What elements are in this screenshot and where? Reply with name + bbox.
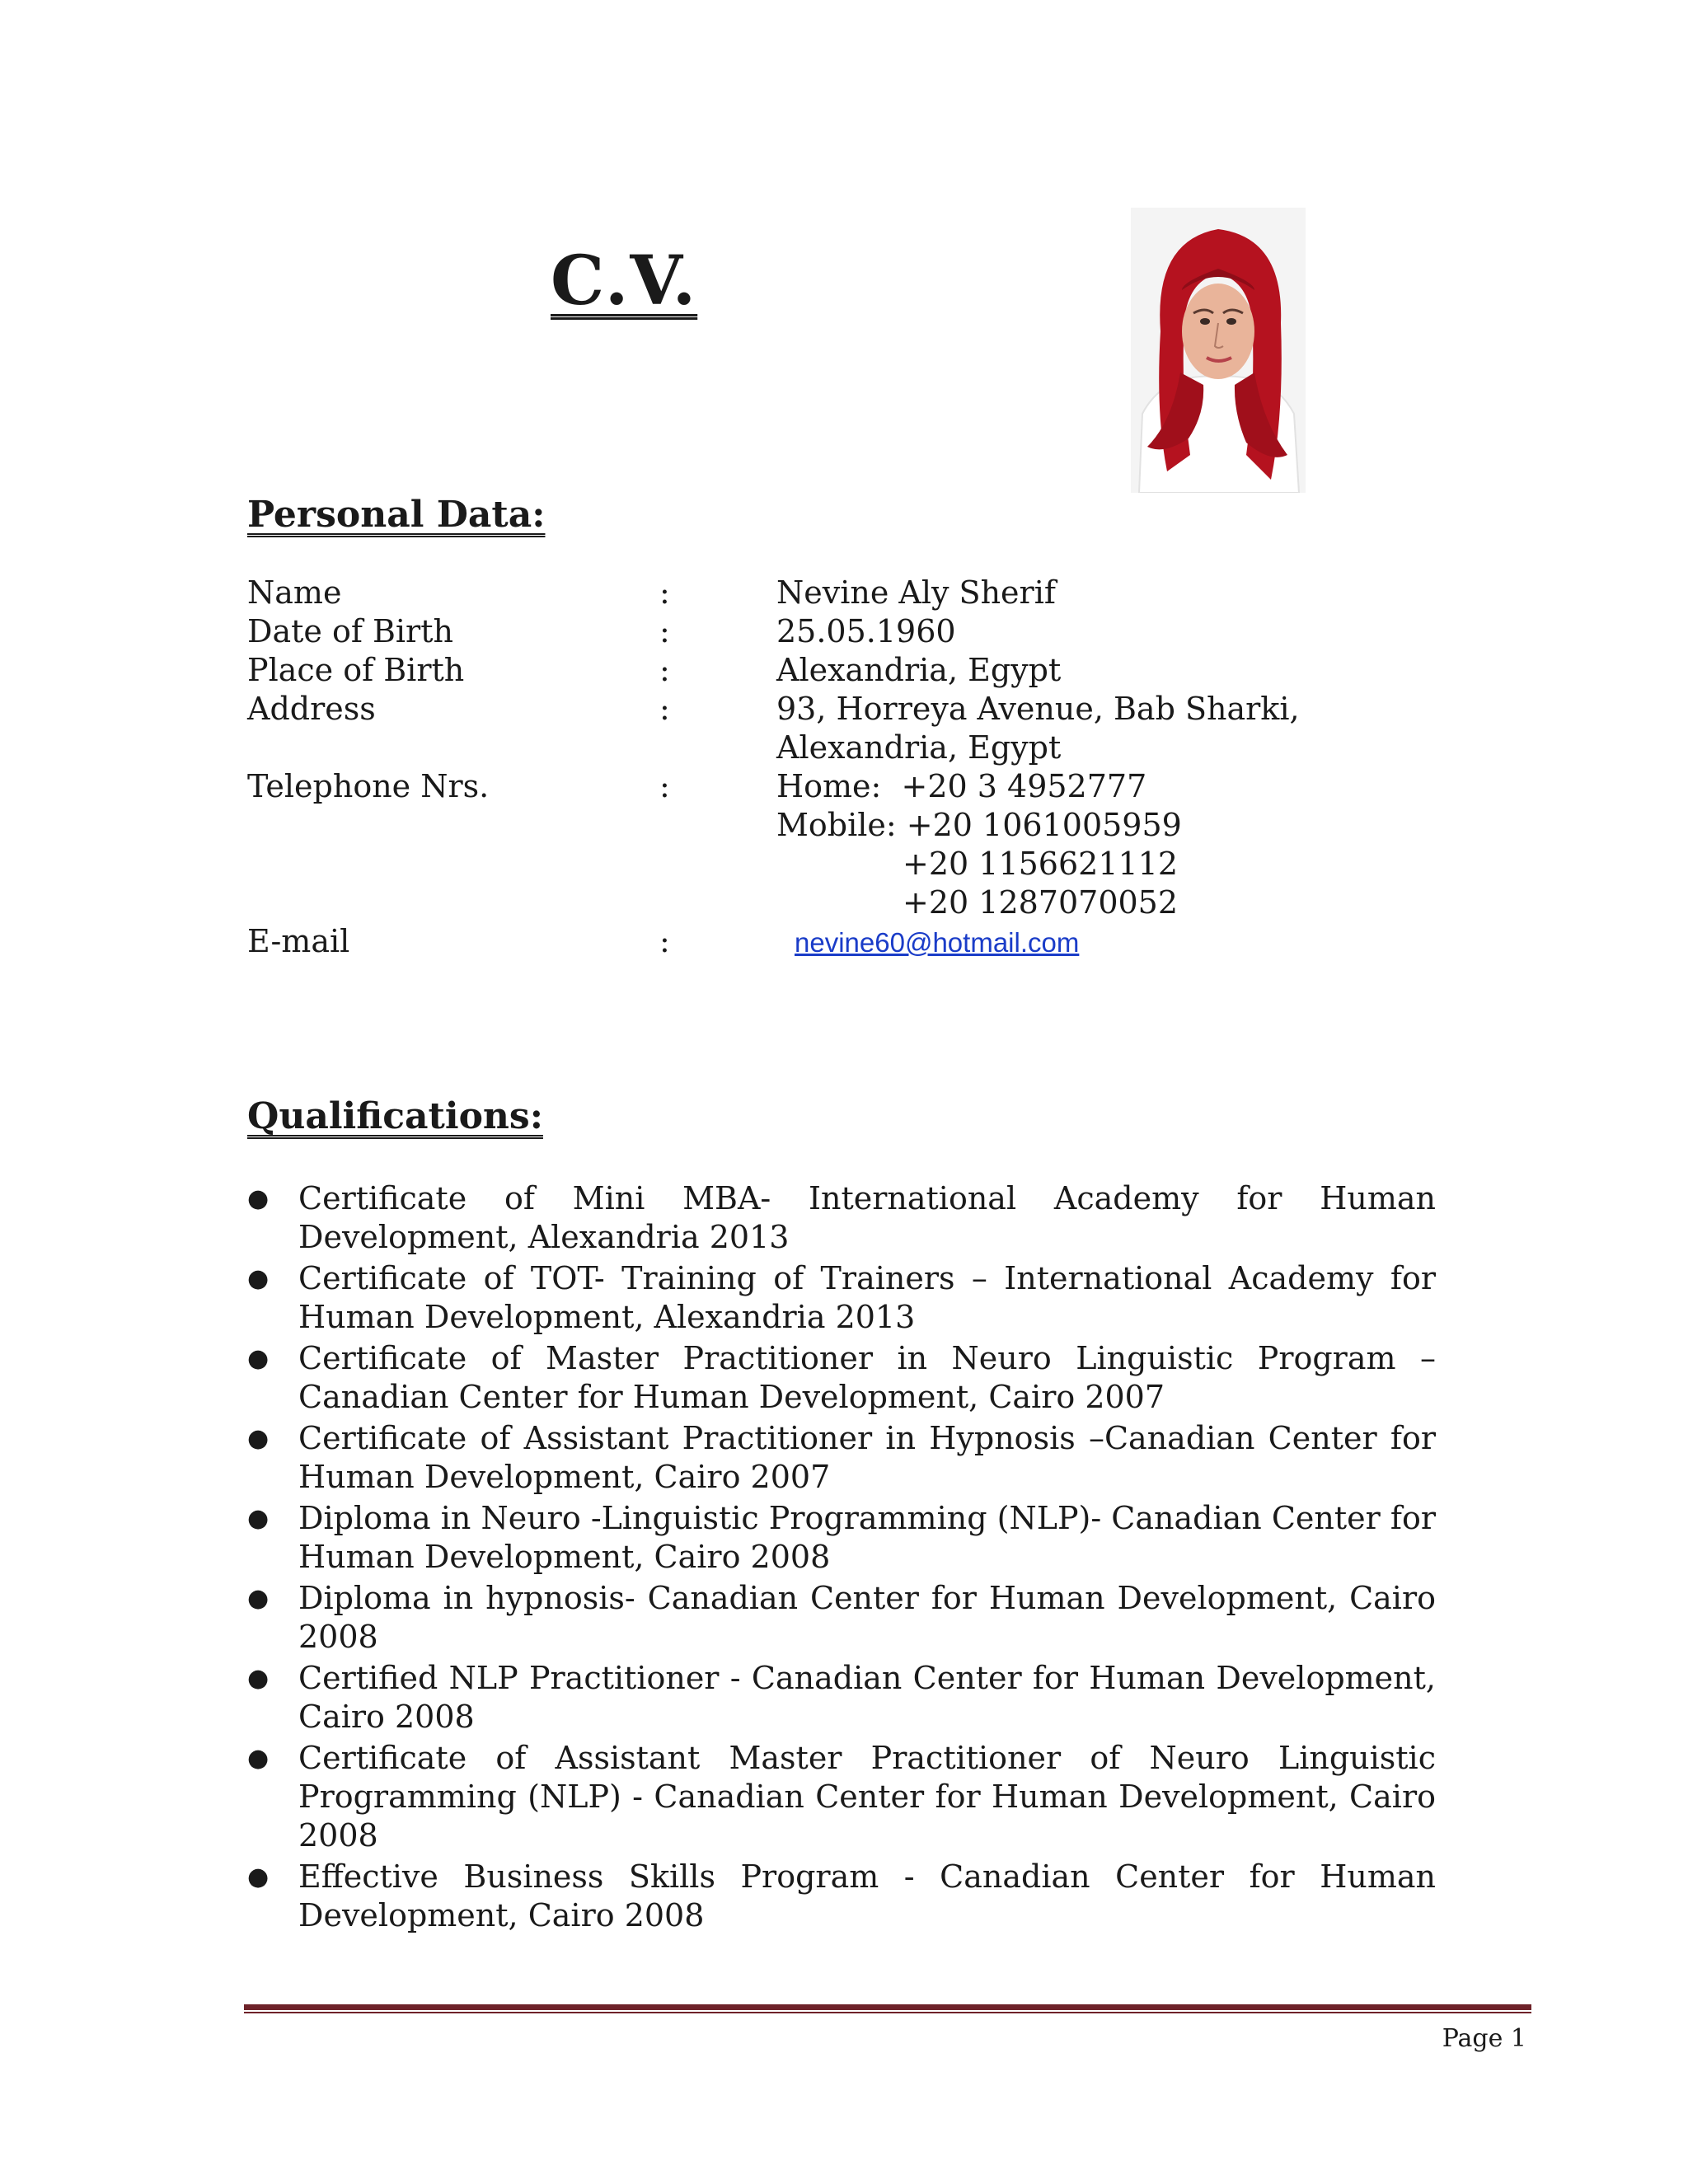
bullet-icon: ● — [247, 1264, 270, 1293]
field-label: E-mail — [247, 923, 350, 959]
mobile-phone-2-line — [776, 845, 1401, 883]
field-colon: : — [659, 574, 670, 611]
date-of-birth-value: 25.05.1960 — [776, 613, 956, 649]
personal-data-heading: Personal Data: — [247, 494, 546, 536]
list-item — [247, 1179, 1436, 1257]
list-item — [247, 1579, 1436, 1657]
qualifications-list — [247, 1179, 1436, 1938]
mobile-phone-1: Mobile: +20 1061005959 — [776, 807, 1182, 843]
list-item — [247, 1259, 1436, 1337]
qualification-text: Certificate of TOT- Training of Trainers – International Academy for Human Development, Alexandria 2013 — [298, 1260, 1436, 1335]
address-line-1: 93, Horreya Avenue, Bab Sharki, — [776, 691, 1300, 727]
mobile-phone-2: +20 1156621112 — [903, 846, 1179, 882]
home-phone: Home: +20 3 4952777 — [776, 768, 1147, 804]
list-item — [247, 1339, 1436, 1417]
qualification-text: Diploma in hypnosis- Canadian Center for Human Development, Cairo 2008 — [298, 1580, 1436, 1655]
qualification-text: Certificate of Mini MBA- International Academy for Human Development, Alexandria 2013 — [298, 1180, 1436, 1255]
mobile-phone-3-line — [776, 883, 1401, 922]
qualification-text: Certificate of Master Practitioner in Neuro Linguistic Program – Canadian Center for Human Development, Cairo 2007 — [298, 1340, 1436, 1415]
personal-data-table — [247, 574, 1401, 962]
cv-title: C.V. — [551, 241, 698, 321]
bullet-icon: ● — [247, 1584, 270, 1613]
date-of-birth-row — [247, 612, 1401, 651]
field-label: Name — [247, 574, 342, 611]
field-label: Telephone Nrs. — [247, 768, 490, 804]
bullet-icon: ● — [247, 1344, 270, 1373]
address-value — [776, 690, 1401, 767]
field-colon: : — [659, 652, 670, 688]
bullet-icon: ● — [247, 1184, 270, 1213]
bullet-icon: ● — [247, 1664, 270, 1693]
qualification-text: Certificate of Assistant Practitioner in Hypnosis –Canadian Center for Human Development, Cairo 2007 — [298, 1420, 1436, 1495]
bullet-icon: ● — [247, 1504, 270, 1533]
place-of-birth-value: Alexandria, Egypt — [776, 652, 1062, 688]
telephone-row — [247, 767, 1401, 922]
profile-photo — [1131, 208, 1306, 493]
address-row — [247, 690, 1401, 767]
list-item — [247, 1739, 1436, 1855]
qualification-text: Diploma in Neuro -Linguistic Programming (NLP)- Canadian Center for Human Development, Cairo 2008 — [298, 1500, 1436, 1575]
qualifications-heading: Qualifications: — [247, 1095, 543, 1137]
field-colon: : — [659, 923, 670, 959]
qualification-text: Certified NLP Practitioner - Canadian Center for Human Development, Cairo 2008 — [298, 1660, 1436, 1735]
footer-rule-thin — [244, 2012, 1531, 2013]
qualification-text: Certificate of Assistant Master Practitioner of Neuro Linguistic Programming (NLP) - Canadian Center for Human Development, Cairo 2008 — [298, 1740, 1436, 1854]
footer-rule — [244, 2004, 1531, 2013]
list-item — [247, 1858, 1436, 1935]
bullet-icon: ● — [247, 1863, 270, 1891]
footer-rule-thick — [244, 2004, 1531, 2010]
place-of-birth-row — [247, 651, 1401, 690]
bullet-icon: ● — [247, 1424, 270, 1453]
bullet-icon: ● — [247, 1744, 270, 1773]
name-row — [247, 574, 1401, 612]
qualification-text: Effective Business Skills Program - Canadian Center for Human Development, Cairo 2008 — [298, 1858, 1436, 1933]
field-colon: : — [659, 613, 670, 649]
email-link[interactable]: nevine60@hotmail.com — [795, 927, 1080, 958]
list-item — [247, 1659, 1436, 1736]
list-item — [247, 1419, 1436, 1497]
telephone-value — [776, 767, 1401, 922]
list-item — [247, 1499, 1436, 1577]
field-label: Place of Birth — [247, 652, 465, 688]
page-number: Page 1 — [1442, 2024, 1526, 2053]
address-line-2: Alexandria, Egypt — [776, 729, 1062, 766]
field-colon: : — [659, 768, 670, 804]
name-value: Nevine Aly Sherif — [776, 574, 1056, 611]
email-row — [247, 922, 1401, 962]
mobile-phone-3: +20 1287070052 — [903, 884, 1179, 921]
field-label: Address — [247, 691, 376, 727]
field-label: Date of Birth — [247, 613, 453, 649]
field-colon: : — [659, 691, 670, 727]
